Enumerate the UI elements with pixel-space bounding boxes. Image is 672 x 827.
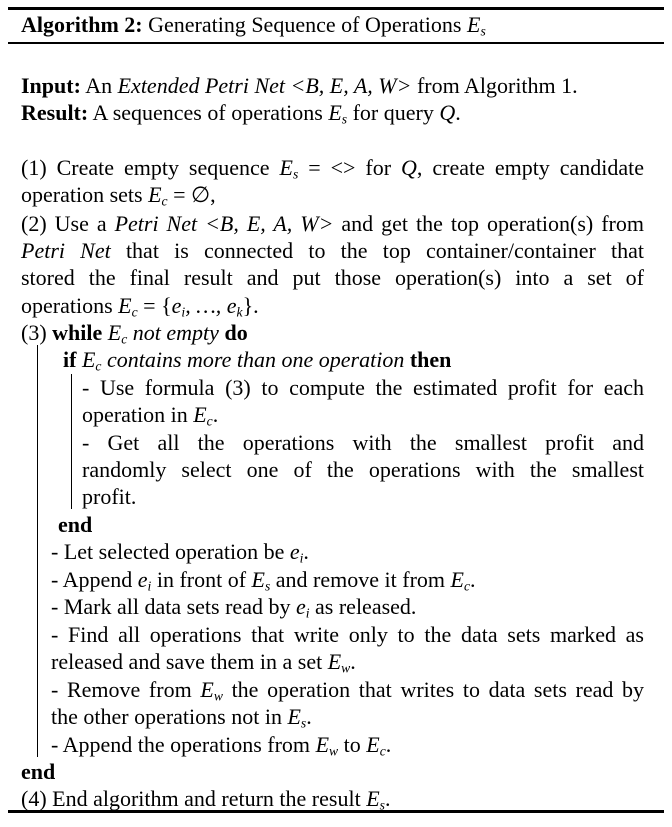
step-2-line-2: Petri Net that is connected to the top container/container that	[21, 238, 645, 263]
step-2-line-1: (2) Use a Petri Net <B, E, A, W> and get the top operation(s) from	[21, 211, 644, 236]
bullet-2-line-2: randomly select one of the operations with the smallest	[82, 457, 644, 482]
end-while-keyword: end	[21, 759, 56, 784]
bullet-2-line-1: - Get all the operations with the smallest profit and	[82, 430, 644, 455]
action-4-line-1: - Find all operations that write only to the data sets marked as	[51, 622, 644, 647]
step-2-line-4: operations $E_c = \{e_i$, …, $e_k$}.	[21, 293, 259, 320]
action-5-line-1: - Remove from $E_w$ the operation that writes to data sets read by	[51, 677, 645, 704]
result-line: Result: A sequences of operations $E_s$ for query Q.	[21, 100, 461, 127]
do-keyword: do	[224, 320, 248, 345]
header-rule	[8, 42, 664, 44]
bullet-1-line-1: - Use formula (3) to compute the estimated profit for each	[82, 375, 644, 400]
result-label: Result:	[21, 100, 89, 125]
input-line: Input: An Extended Petri Net <B, E, A, W> from Algorithm 1.	[21, 73, 578, 98]
step-4: (4) End algorithm and return the result $E_s$.	[21, 786, 391, 813]
action-1: - Let selected operation be $e_i$.	[51, 539, 309, 566]
input-label: Input:	[21, 73, 81, 98]
then-keyword: then	[409, 347, 452, 372]
action-5-line-2: the other operations not in $E_s$.	[51, 704, 312, 731]
algorithm-title	[21, 11, 486, 38]
end-if-keyword: end	[58, 512, 93, 537]
action-3: - Mark all data sets read by $e_i$ as released.	[51, 594, 417, 621]
action-6: - Append the operations from $E_w$ to $E_c$.	[51, 732, 392, 759]
top-rule	[8, 7, 664, 10]
step-2-line-3: stored the final result and put those operation(s) into a set of	[21, 265, 644, 290]
while-block-bar	[37, 345, 38, 757]
action-4-line-2: released and save them in a set $E_w$.	[51, 649, 356, 676]
if-block-bar	[71, 374, 72, 509]
if-keyword: if	[63, 347, 77, 372]
while-keyword: while	[52, 320, 103, 345]
bullet-1-line-2: operation in $E_c$.	[82, 402, 219, 429]
if-line: if $E_c$ contains more than one operation then	[63, 347, 452, 374]
bullet-2-line-3: profit.	[82, 484, 137, 509]
step-1-line-2: operation sets $E_c$ = ∅,	[21, 182, 216, 209]
algorithm-label: Algorithm 2:	[21, 12, 143, 37]
algorithm-name: Generating Sequence of Operations	[148, 12, 462, 37]
title-symbol: $E_s$	[466, 12, 486, 39]
step-1-line-1: (1) Create empty sequence $E_s$ = <> for Q, create empty candidate	[21, 155, 645, 182]
action-2: - Append $e_i$ in front of $E_s$ and remove it from $E_c$.	[51, 567, 476, 594]
net-name: Extended Petri Net <B, E, A, W>	[117, 73, 412, 98]
while-line: (3) while $E_c$ not empty do	[21, 320, 248, 347]
